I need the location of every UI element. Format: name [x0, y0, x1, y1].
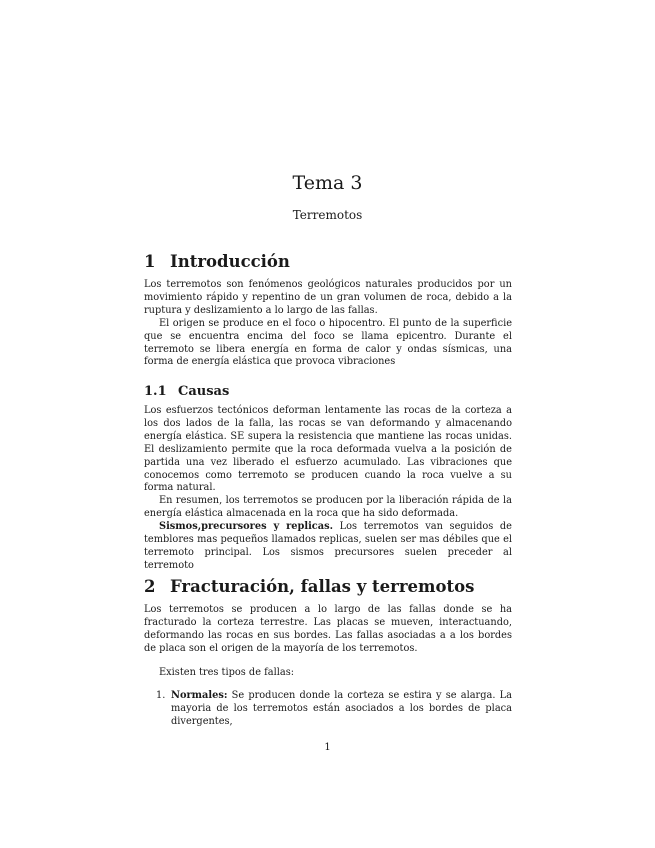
paragraph: Los terremotos son fenómenos geológicos naturales producidos por un movimiento rápido y repentino de un gran volumen de roca, debido a la ruptura y deslizamiento a lo largo de las fallas.: [144, 279, 512, 316]
section-title: Fracturación, fallas y terremotos: [170, 577, 475, 596]
page-number: 1: [324, 742, 331, 753]
list-item-text: Se producen donde la corteza se estira y se alarga. La mayoria de los terremotos están asociados a los bordes de placa divergentes,: [171, 690, 512, 727]
subsection-heading-causas: [144, 384, 229, 400]
section-heading-fracturacion: [144, 577, 474, 597]
section-title: Introducción: [170, 252, 290, 271]
paragraph-text: Los terremotos van seguidos de temblores mas pequeños llamados replicas, suelen ser mas débiles que el terremoto principal. Los sismos precursores suelen preceder al terremoto: [144, 521, 512, 571]
run-in-heading: Sismos,precursores y replicas.: [159, 521, 334, 532]
list-item: [144, 690, 512, 729]
paragraph: Los esfuerzos tectónicos deforman lentamente las rocas de la corteza a los dos lados de la falla, las rocas se van deformando y almacenando energía elástica. SE supera la resistencia que mantiene las rocas unidas. El deslizamiento permite que la roca deformada vuelva a la posición de partida una vez liberado el esfuerzo acumulado. Las vibraciones que conocemos como terremoto se producen cuando la roca vuelve a su forma natural.: [144, 405, 512, 494]
fallas-list: [144, 690, 512, 729]
document-subtitle: Terremotos: [292, 208, 363, 222]
section-number: 1: [144, 252, 156, 271]
subsection-title: Causas: [178, 384, 230, 399]
subsection-number: 1.1: [144, 384, 167, 399]
list-item-label: Normales:: [171, 690, 228, 701]
paragraph: Los terremotos se producen a lo largo de las fallas donde se ha fracturado la corteza terrestre. Las placas se mueven, interactuando, deformando las rocas en sus bordes. Las fallas asociadas a a los bordes de placa son el origen de la mayoría de los terremotos.: [144, 604, 512, 654]
tipos-intro: [144, 667, 512, 680]
section-heading-introduccion: [144, 252, 290, 272]
paragraph: El origen se produce en el foco o hipocentro. El punto de la superficie que se encuentra encima del foco se llama epicentro. Durante el terremoto se libera energía en forma de calor y ondas sísmicas, una forma de energía elástica que provoca vibraciones: [144, 317, 512, 368]
paragraph: Existen tres tipos de fallas:: [159, 667, 295, 678]
fallas-list-wrapper: [144, 690, 512, 729]
paragraph: En resumen, los terremotos se producen por la liberación rápida de la energía elástica almacenada en la roca que ha sido deformada.: [144, 495, 512, 520]
document-title: Tema 3: [292, 172, 363, 194]
fracturacion-body: [144, 604, 512, 656]
section-number: 2: [144, 577, 156, 596]
causas-body: [144, 405, 512, 521]
introduccion-body: [144, 279, 512, 369]
sismos-paragraph: [144, 521, 512, 573]
list-enumerator: 1.: [156, 690, 166, 701]
